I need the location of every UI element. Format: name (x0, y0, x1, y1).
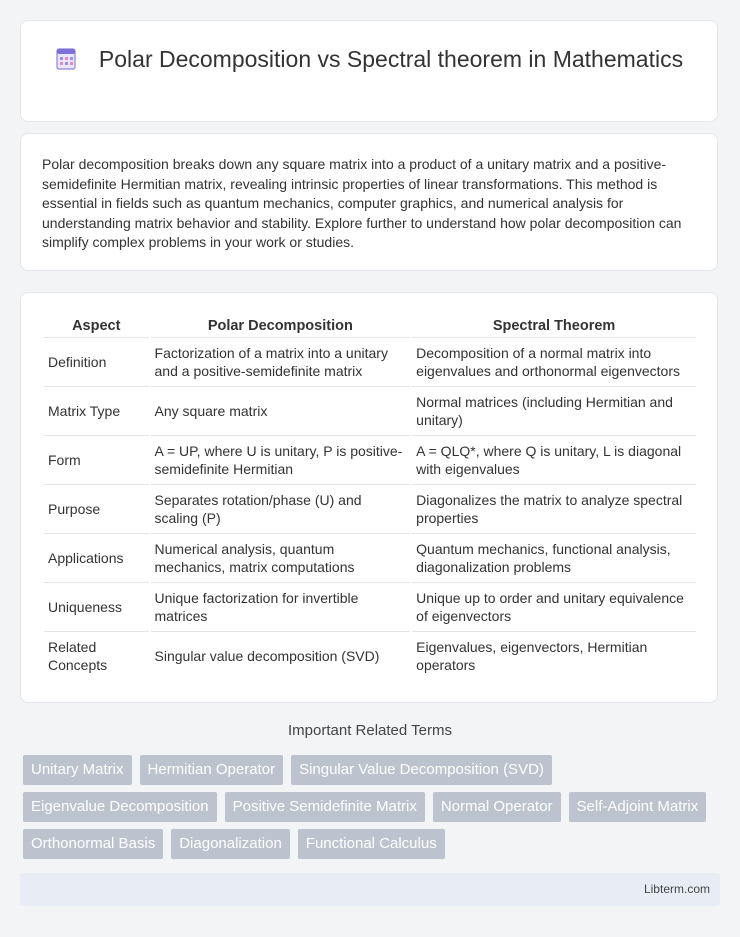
tag-svd[interactable]: Singular Value Decomposition (SVD) (291, 755, 552, 785)
row-spectral: Decomposition of a normal matrix into eigenvalues and orthonormal eigenvectors (412, 338, 696, 387)
header-aspect: Aspect (44, 315, 149, 338)
tag-eigenvalue-decomposition[interactable]: Eigenvalue Decomposition (23, 792, 217, 822)
intro-paragraph: Polar decomposition breaks down any square matrix into a product of a unitary matrix and a positive-semidefinite Hermitian matrix, revealing intrinsic properties of linear transformations. This method is essential in fields such as quantum mechanics, computer graphics, and numerical analysis for understanding matrix behavior and stability. Explore further to understand how polar decomposition can simplify complex problems in your work or studies. (42, 156, 682, 250)
row-aspect: Purpose (44, 485, 149, 534)
header-spectral: Spectral Theorem (412, 315, 696, 338)
table-row (44, 485, 696, 534)
row-polar: Unique factorization for invertible matrices (151, 583, 411, 632)
row-spectral: Normal matrices (including Hermitian and unitary) (412, 387, 696, 436)
related-terms-list (23, 755, 723, 859)
tag-positive-semidefinite-matrix[interactable]: Positive Semidefinite Matrix (225, 792, 425, 822)
row-polar: A = UP, where U is unitary, P is positive-semidefinite Hermitian (151, 436, 411, 485)
header-polar: Polar Decomposition (151, 315, 411, 338)
tag-orthonormal-basis[interactable]: Orthonormal Basis (23, 829, 163, 859)
row-polar: Factorization of a matrix into a unitary and a positive-semidefinite matrix (151, 338, 411, 387)
row-aspect: Definition (44, 338, 149, 387)
table-row (44, 583, 696, 632)
row-spectral: A = QLQ*, where Q is unitary, L is diagonal with eigenvalues (412, 436, 696, 485)
table-row (44, 387, 696, 436)
tag-hermitian-operator[interactable]: Hermitian Operator (140, 755, 284, 785)
footer-site-link[interactable]: Libterm.com (643, 882, 710, 896)
table-header-row (44, 315, 696, 338)
page-title (21, 45, 717, 74)
table-row (44, 534, 696, 583)
tag-unitary-matrix[interactable]: Unitary Matrix (23, 755, 132, 785)
row-aspect: Matrix Type (44, 387, 149, 436)
row-aspect: Applications (44, 534, 149, 583)
row-polar: Separates rotation/phase (U) and scaling (P) (151, 485, 411, 534)
table-row (44, 338, 696, 387)
comparison-card (20, 292, 718, 703)
comparison-table (42, 315, 698, 680)
related-terms-heading: Important Related Terms (288, 722, 452, 739)
tag-self-adjoint-matrix[interactable]: Self-Adjoint Matrix (569, 792, 707, 822)
tag-functional-calculus[interactable]: Functional Calculus (298, 829, 445, 859)
row-spectral: Quantum mechanics, functional analysis, diagonalization problems (412, 534, 696, 583)
row-spectral: Diagonalizes the matrix to analyze spectral properties (412, 485, 696, 534)
row-aspect: Form (44, 436, 149, 485)
tag-diagonalization[interactable]: Diagonalization (171, 829, 290, 859)
row-polar: Numerical analysis, quantum mechanics, matrix computations (151, 534, 411, 583)
row-spectral: Eigenvalues, eigenvectors, Hermitian operators (416, 639, 648, 673)
tag-normal-operator[interactable]: Normal Operator (433, 792, 561, 822)
row-aspect: Uniqueness (44, 583, 149, 632)
row-spectral: Unique up to order and unitary equivalence of eigenvectors (412, 583, 696, 632)
row-aspect: Related Concepts (48, 639, 108, 673)
title-card (20, 20, 718, 122)
intro-card (20, 133, 718, 271)
row-polar: Singular value decomposition (SVD) (154, 648, 380, 664)
footer (20, 873, 720, 906)
table-row (44, 632, 696, 680)
table-row (44, 436, 696, 485)
row-polar: Any square matrix (151, 387, 411, 436)
page-title-text: Polar Decomposition vs Spectral theorem in Mathematics (98, 46, 684, 72)
document-icon (55, 47, 77, 71)
